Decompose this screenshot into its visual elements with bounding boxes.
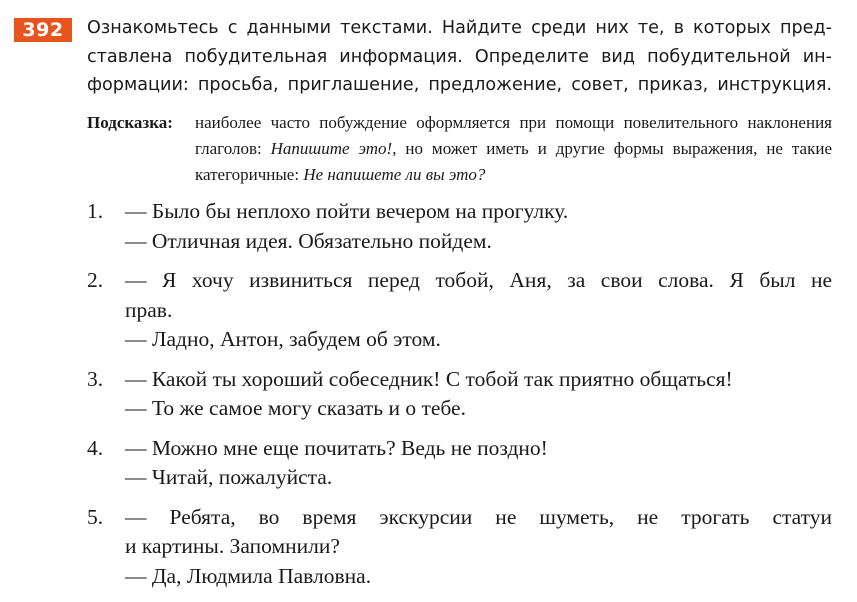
dialogue-line: — Да, Людмила Павловна.	[125, 563, 372, 588]
dialogue-line: — Какой ты хороший собеседник! С тобой так приятно общаться!	[125, 366, 733, 391]
hint-example: Не напишете ли вы это?	[303, 165, 486, 184]
dialogue-line: — Отличная идея. Обязательно пойдем.	[125, 228, 492, 253]
dialogue-item	[87, 197, 832, 256]
dialogue-line: — Можно мне еще почитать? Ведь не поздно!	[125, 435, 548, 460]
dialogue-line: — Читай, пожалуйста.	[125, 465, 333, 489]
dialogue-line: и картины. Запомнили?	[125, 534, 340, 558]
dialogue-line: — Ладно, Антон, забудем об этом.	[125, 327, 441, 351]
task-line: ставлена побудительная информация. Определите вид побудительной ин-	[87, 46, 832, 67]
hint-text	[195, 110, 832, 188]
hint-example: Напишите это!	[270, 139, 393, 158]
dialogue-number: 5.	[87, 504, 104, 529]
dialogue-item	[87, 365, 832, 424]
dialogue-item	[87, 266, 832, 355]
dialogue-item	[87, 434, 832, 493]
dialogue-line: — Ребята, во время экскурсии не шуметь, не трогать статуи	[125, 504, 832, 529]
dialogue-number: 2.	[87, 268, 104, 292]
dialogue-item	[87, 503, 832, 592]
dialogue-number: 4.	[87, 435, 104, 460]
hint-text-part: , но может иметь и другие формы выражения, не такие категоричные:	[195, 139, 832, 184]
dialogue-list	[87, 197, 832, 601]
dialogue-number: 3.	[87, 366, 104, 391]
dialogue-number: 1.	[87, 199, 104, 223]
hint-label: Подсказка:	[87, 113, 173, 132]
exercise-task	[87, 14, 832, 100]
task-line: формации: просьба, приглашение, предложение, совет, приказ, инструкция.	[87, 75, 832, 95]
dialogue-line: — Было бы неплохо пойти вечером на прогулку.	[125, 199, 569, 223]
exercise-number-badge: 392	[14, 18, 72, 42]
hint-text-part: наиболее часто побуждение оформляется при помощи повелительного наклонения глаголов:	[195, 113, 832, 158]
task-line: Ознакомьтесь с данными текстами. Найдите среди них те, в которых пред-	[87, 18, 832, 38]
dialogue-line: прав.	[125, 297, 173, 322]
dialogue-line: — Я хочу извиниться перед тобой, Аня, за свои слова. Я был не	[125, 268, 832, 292]
hint-block	[87, 110, 832, 188]
dialogue-line: — То же самое могу сказать и о тебе.	[125, 396, 466, 420]
